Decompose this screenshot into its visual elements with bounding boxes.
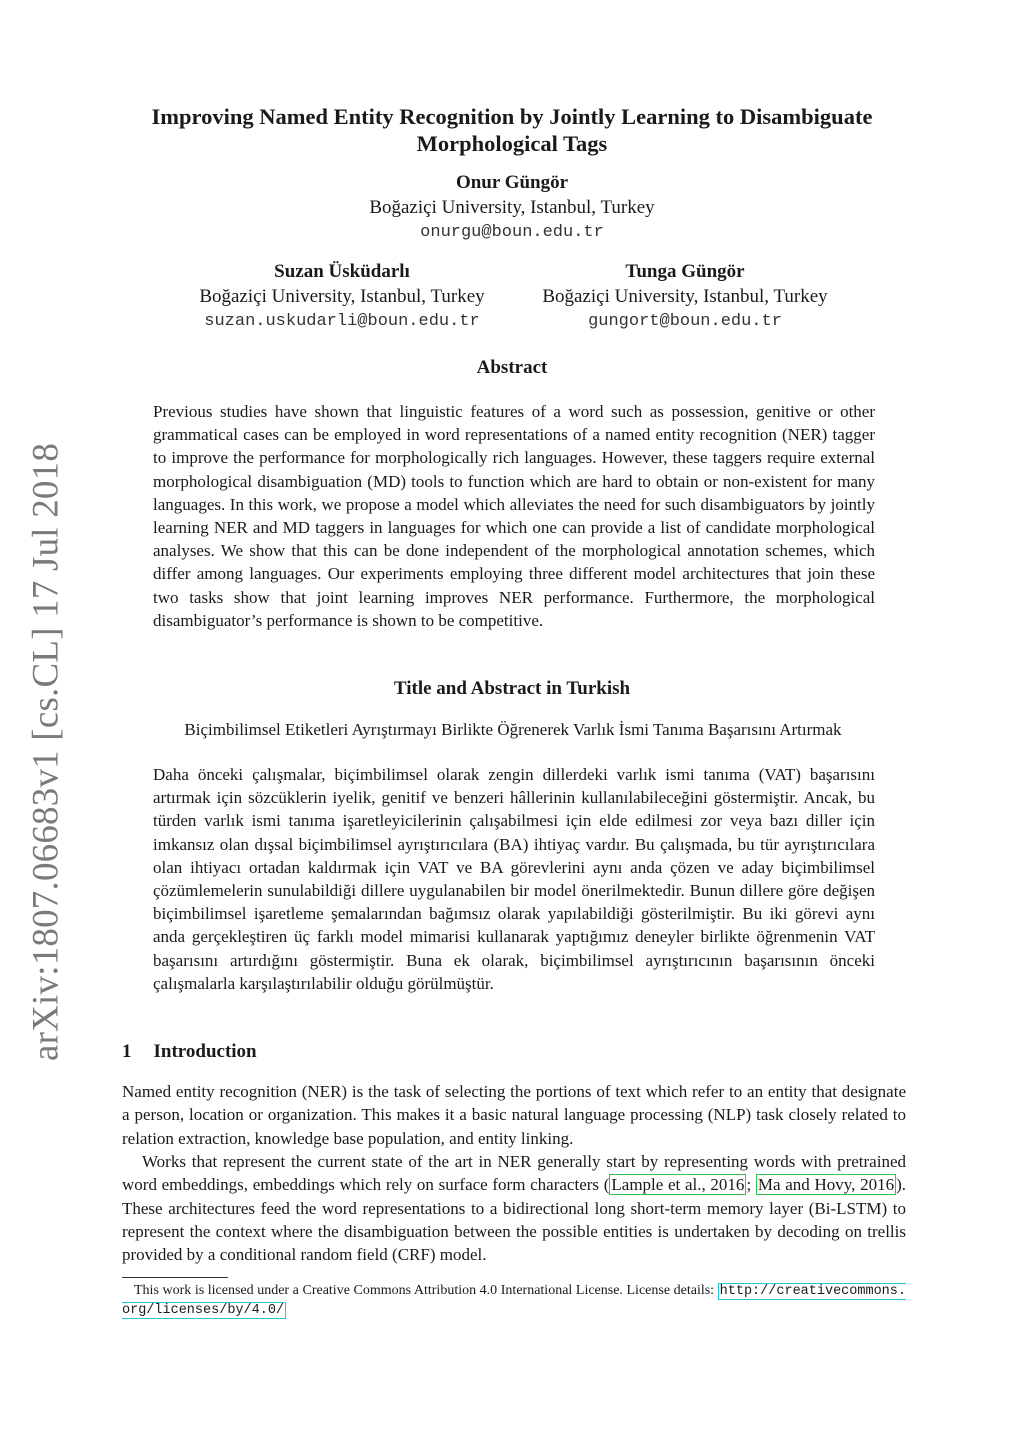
license-url-link[interactable]: http://creativecommons.org/licenses/by/4.0/	[122, 1284, 906, 1318]
abstract-text: Previous studies have shown that linguistic features of a word such as possession, genitive or other grammatical cases can be employed in word representations of a named entity recognition (NER) tagger to improve the performance for morphologically rich languages. However, these taggers require external morphological disambiguation (MD) tools to function which are hard to obtain or non-existent for many languages. In this work, we propose a model which alleviates the need for such disambiguators by jointly learning NER and MD taggers in languages for which one can provide a list of candidate morphological analyses. We show that this can be done independent of the morphological annotation schemes, which differ among languages. Our experiments employing three different model architectures that join these two tasks show that joint learning improves NER performance. Furthermore, the morphological disambiguator’s performance is shown to be competitive.	[153, 402, 875, 630]
paper-title: Improving Named Entity Recognition by Jointly Learning to Disambiguate Morphological Tags	[151, 104, 873, 156]
section-title: Introduction	[153, 1041, 257, 1062]
author-email[interactable]: gungort@boun.edu.tr	[588, 312, 782, 331]
author-affiliation: Boğaziçi University, Istanbul, Turkey	[542, 286, 828, 307]
citation-link[interactable]: Ma and Hovy, 2016	[757, 1175, 895, 1195]
intro-paragraph-1: Named entity recognition (NER) is the task of selecting the portions of text which refer to an entity that designate a person, location or organization. This makes it a basic natural language processing (NLP) task closely related to relation extraction, knowledge base population, and entity linking.	[122, 1082, 906, 1148]
intro-p2-text: ). These architectures feed the word representations to a bidirectional long short-term memory layer (Bi-LSTM) to represent the context where the disambiguation between the possible entities is undertaken by decoding on trellis provided by a conditional random field (CRF) model.	[122, 1175, 906, 1265]
author-block-2	[172, 259, 512, 334]
author-affiliation: Boğaziçi University, Istanbul, Turkey	[369, 197, 655, 218]
author-name: Onur Güngör	[455, 172, 569, 193]
author-name: Suzan Üsküdarlı	[274, 261, 410, 282]
author-name: Tunga Güngör	[625, 261, 745, 282]
arxiv-side-stamp: arXiv:1807.06683v1 [cs.CL] 17 Jul 2018	[25, 442, 67, 1062]
author-block-1	[312, 170, 712, 245]
intro-p2-text: Works that represent the current state of the art in NER generally start by representing words with pretrained word embeddings, embeddings which rely on surface form characters (	[122, 1152, 906, 1195]
intro-heading	[122, 1041, 257, 1063]
author-block-3	[515, 259, 855, 334]
section-number: 1	[122, 1041, 132, 1062]
footnote-text: This work is licensed under a Creative Commons Attribution 4.0 International License. License details:	[134, 1283, 718, 1298]
author-email[interactable]: suzan.uskudarli@boun.edu.tr	[204, 312, 480, 331]
citation-link[interactable]: Lample et al., 2016	[611, 1175, 745, 1195]
footnote-divider	[122, 1277, 228, 1278]
citation-separator: ;	[746, 1175, 756, 1195]
intro-paragraph-2	[122, 1150, 906, 1266]
abstract-heading: Abstract	[476, 357, 548, 378]
turkish-abstract-text: Daha önceki çalışmalar, biçimbilimsel olarak zengin dillerdeki varlık ismi tanıma (VAT) başarısını artırmak için sözcüklerin iyelik, genitif ve benzeri hâllerinin kullanılabileceğini göstermiştir. Ancak, bu türden varlık ismi tanıma işaretleyicilerinin çalışabilmesi için elde edilmesi zor veya bazı diller için imkansız olan dışsal biçimbilimsel ayrıştırıcılara (BA) ihtiyaç vardır. Bu çalışmada, bu tür ayrıştırıcılara olan ihtiyacı ortadan kaldırmak için VAT ve BA görevlerini aynı anda çözen ve aday biçimbilimsel çözümlemelerin sunulabildiği dillere uygulanabilen bir model önerilmektedir. Bunun dillere göre değişen biçimbilimsel işaretleme şemalarından bağımsız olarak yapılabildiği gösterilmiştir. Bu iki görevi aynı anda gerçekleştiren üç farklı model mimarisi kullanarak yaptığımız deneyler birlikte öğrenmenin VAT başarısını artırdığını göstermiştir. Buna ek olarak, biçimbilimsel ayrıştırıcının başarısının önceki çalışmalarla karşılaştırılabilir olduğu görülmüştür.	[153, 765, 875, 993]
footnote	[122, 1282, 906, 1320]
turkish-heading: Title and Abstract in Turkish	[393, 678, 631, 699]
author-email[interactable]: onurgu@boun.edu.tr	[420, 223, 604, 242]
turkish-title: Biçimbilimsel Etiketleri Ayrıştırmayı Birlikte Öğrenerek Varlık İsmi Tanıma Başarısını Artırmak	[184, 720, 842, 739]
author-affiliation: Boğaziçi University, Istanbul, Turkey	[199, 286, 485, 307]
